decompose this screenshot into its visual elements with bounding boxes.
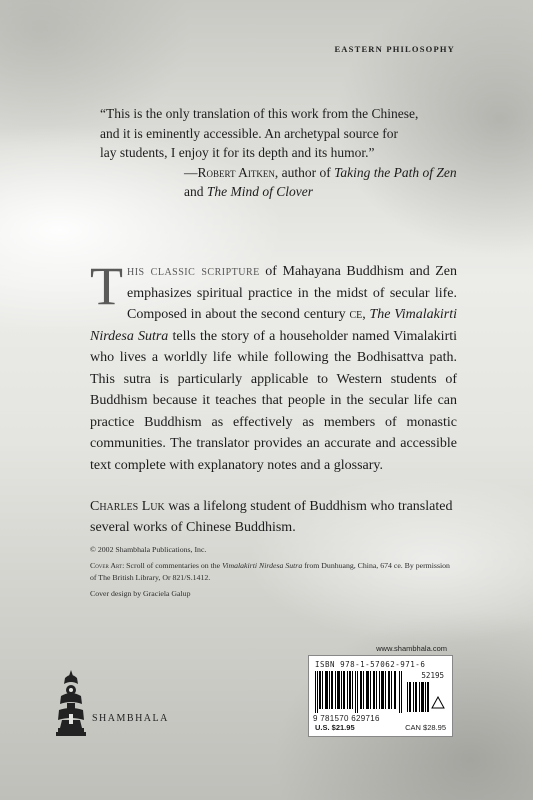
description-lead: his classic scripture	[127, 264, 260, 279]
publisher-url: www.shambhala.com	[376, 644, 447, 653]
quote-line: and it is eminently accessible. An archetypal source for	[100, 125, 399, 141]
cover-art-pre: : Scroll of commentaries on the	[122, 561, 223, 570]
cover-art-post: from Dunhuang, China, 674 ce. By permission of The British Library, Or 821/S.1412.	[90, 561, 450, 582]
category-label: EASTERN PHILOSOPHY	[334, 44, 455, 54]
barcode-digits: 9 781570 629716	[313, 714, 380, 723]
book-description	[90, 256, 458, 476]
description-title: The Vimalakirti Nirdesa Sutra	[90, 307, 458, 344]
bio-name: Charles Luk	[90, 499, 165, 514]
quote-book-2: The Mind of Clover	[206, 184, 313, 199]
isbn-text: ISBN 978-1-57062-971-6	[315, 660, 426, 669]
drop-cap: T	[90, 256, 123, 316]
quote-author-of: , author of	[274, 164, 335, 180]
description-part-1: of Mahayana Buddhism and Zen emphasizes spiritual practice in the midst of secular life. Composed in about the second century	[127, 264, 458, 322]
cover-art-title: Vimalakirti Nirdesa Sutra	[222, 561, 303, 570]
quote-line: lay students, I enjoy it for its depth and its humor.”	[100, 145, 375, 160]
triangle-icon	[431, 696, 445, 709]
barcode-icon	[315, 671, 403, 713]
price-can: CAN $28.95	[405, 723, 446, 732]
cover-art-label: Cover Art	[90, 561, 123, 570]
cover-design-credit: Cover design by Graciela Galup	[90, 589, 191, 598]
cover-art-credit	[90, 560, 450, 584]
quote-and: and	[184, 184, 207, 199]
description-era: ce	[349, 307, 363, 322]
credits-block	[90, 544, 450, 604]
copyright-line: © 2002 Shambhala Publications, Inc.	[90, 545, 207, 554]
quote-author: Robert Aitken	[197, 164, 275, 180]
quote-line: “This is the only translation of this work from the Chinese,	[100, 106, 419, 121]
endorsement-quote	[100, 104, 500, 202]
addon-barcode-icon	[407, 682, 429, 712]
description-part-2: tells the story of a householder named Vimalakirti who lives a worldly life while following the Bodhisattva path. This sutra is particularly applicable to Western students of Buddhism because it teaches that people in the secular life can practice Buddhism as effectively as members of monastic communities. The translator provides an accurate and accessible text complete with explanatory notes and a glossary.	[90, 328, 458, 473]
addon-code: 52195	[421, 671, 444, 680]
quote-attribution	[184, 163, 500, 202]
quote-book-1: Taking the Path of Zen	[334, 164, 457, 180]
shambhala-logo-icon	[56, 670, 86, 736]
barcode-box	[308, 655, 453, 737]
description-comma: ,	[362, 307, 370, 322]
publisher-name: SHAMBHALA	[92, 713, 169, 724]
price-us: U.S. $21.95	[315, 723, 355, 732]
quote-dash: —	[184, 164, 198, 180]
price-row	[315, 723, 446, 732]
book-description-block	[90, 256, 458, 538]
author-bio	[90, 496, 457, 538]
bio-text: was a lifelong student of Buddhism who translated several works of Chinese Buddhism.	[90, 499, 453, 535]
